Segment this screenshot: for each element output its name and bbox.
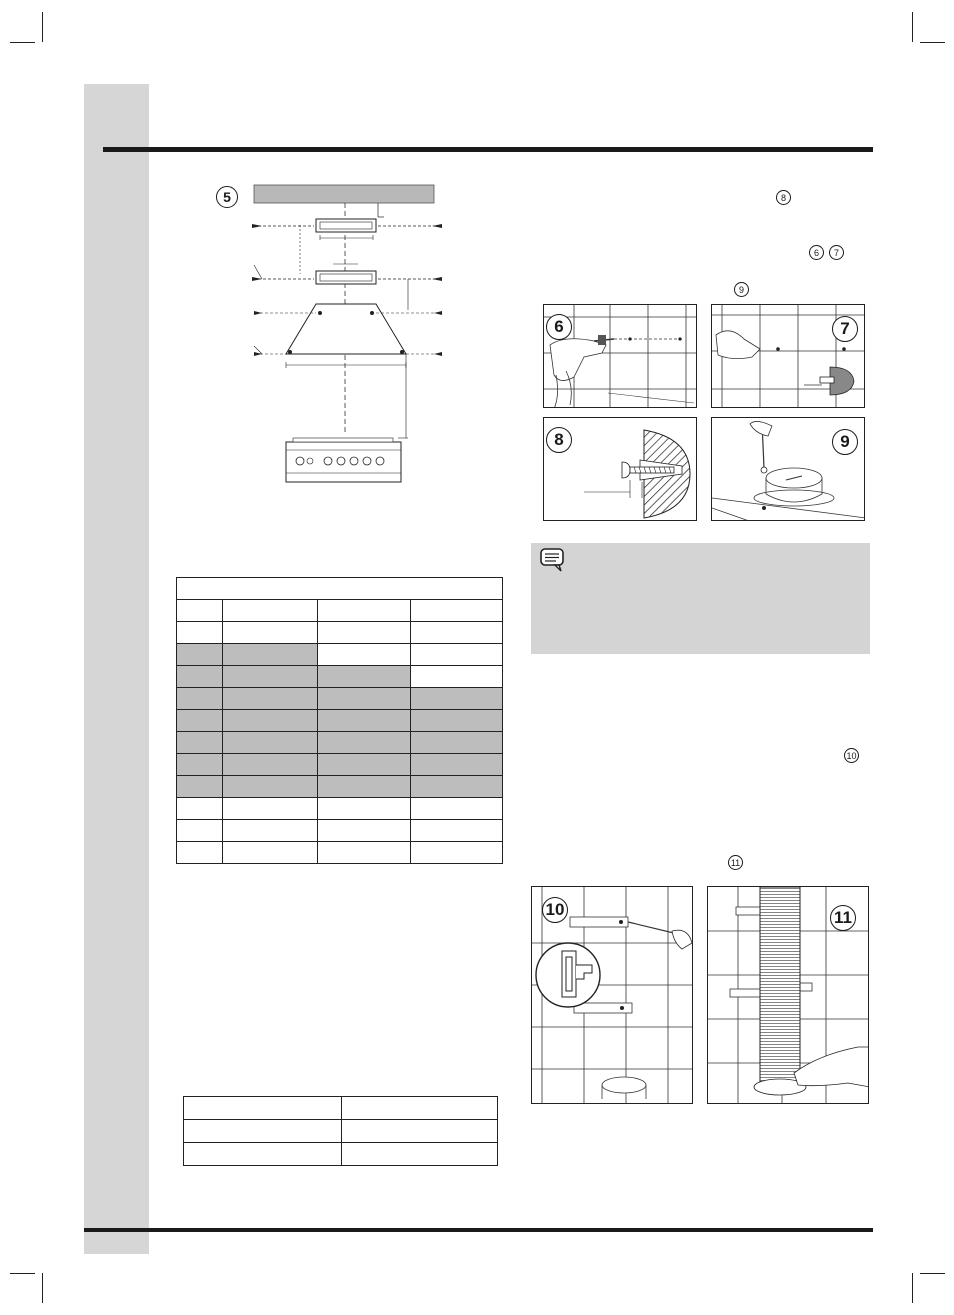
footer-rule — [84, 1228, 873, 1232]
table-row — [184, 1120, 498, 1143]
crop-mark — [10, 1273, 35, 1274]
photo-label-9: 9 — [832, 429, 858, 455]
installation-diagram — [248, 180, 448, 490]
crop-mark — [920, 42, 945, 43]
table-header-row — [177, 578, 503, 600]
main-table — [176, 577, 503, 864]
figure-label-5: 5 — [216, 186, 238, 208]
photo-label-6: 6 — [546, 314, 572, 340]
photo-panel-8 — [543, 417, 697, 521]
crop-mark — [920, 1273, 945, 1274]
table-row — [177, 710, 503, 732]
table-row — [177, 820, 503, 842]
photo-panel-6 — [543, 304, 697, 408]
small-table — [183, 1096, 498, 1166]
install-panel-11 — [707, 886, 869, 1104]
text-ref-11: 11 — [728, 855, 743, 870]
photo-panel-9 — [711, 417, 865, 521]
install-label-10: 10 — [542, 897, 568, 923]
photo-panel-7 — [711, 304, 865, 408]
crop-mark — [912, 12, 913, 42]
header-rule — [103, 147, 873, 152]
photo-label-7: 7 — [832, 316, 858, 342]
crop-mark — [10, 42, 35, 43]
text-ref-6: 6 — [809, 245, 824, 260]
note-speech-icon — [539, 547, 567, 573]
note-box — [531, 543, 870, 654]
table-row — [177, 666, 503, 688]
table-row — [177, 644, 503, 666]
crop-mark — [912, 1273, 913, 1303]
text-ref-9: 9 — [734, 282, 749, 297]
table-row — [177, 754, 503, 776]
table-row — [184, 1097, 498, 1120]
text-ref-7: 7 — [829, 245, 844, 260]
table-row — [177, 798, 503, 820]
table-row — [177, 600, 503, 622]
table-row — [177, 776, 503, 798]
table-row — [184, 1143, 498, 1166]
text-ref-10: 10 — [844, 748, 859, 763]
table-row — [177, 842, 503, 864]
install-panel-10 — [531, 886, 693, 1104]
photo-label-8: 8 — [546, 427, 572, 453]
table-row — [177, 732, 503, 754]
page-sidebar — [84, 84, 149, 1254]
table-row — [177, 688, 503, 710]
crop-mark — [42, 12, 43, 42]
text-ref-8: 8 — [776, 190, 791, 205]
install-label-11: 11 — [830, 905, 856, 931]
table-row — [177, 622, 503, 644]
crop-mark — [42, 1273, 43, 1303]
